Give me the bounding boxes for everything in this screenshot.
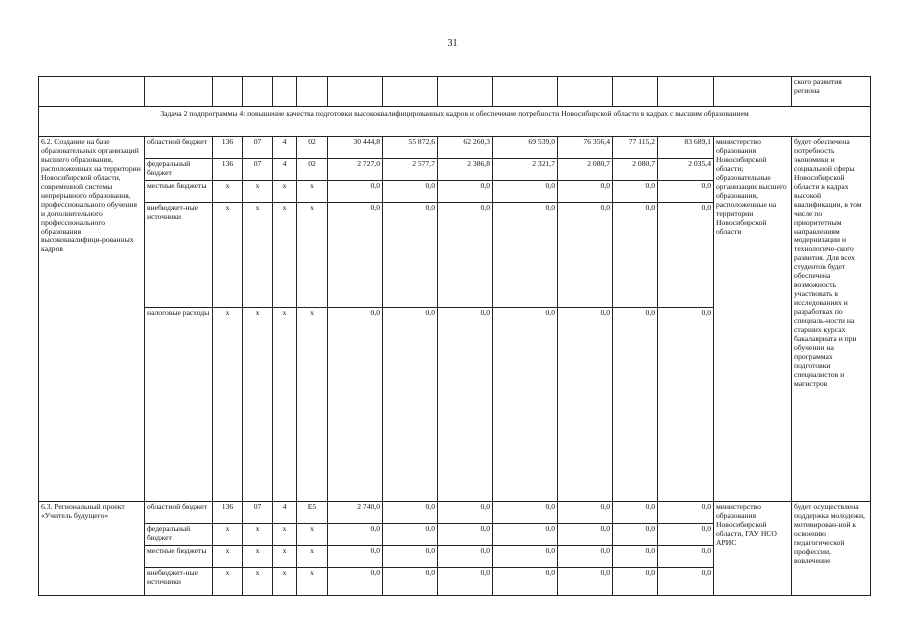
amount-v6: 0,0	[613, 502, 658, 524]
amount-v1: 2 727,0	[328, 159, 383, 181]
funding-source: областной бюджет	[145, 502, 213, 524]
continuation-row	[39, 77, 871, 107]
budget-code-pr: х	[273, 203, 297, 308]
budget-code-rz: х	[243, 203, 273, 308]
page-number: 31	[447, 38, 458, 49]
table-row	[39, 502, 871, 524]
expected-result: будет осуществлена поддержка молодежи, мотивирован-ной к освоению педагогической профессии, вовлечение	[792, 502, 871, 596]
amount-v2: 0,0	[383, 181, 438, 203]
amount-v5: 2 080,7	[558, 159, 613, 181]
funding-source: налоговые расходы	[145, 308, 213, 502]
amount-v2: 0,0	[383, 568, 438, 596]
amount-v2: 2 577,7	[383, 159, 438, 181]
amount-v6: 77 115,2	[613, 137, 658, 159]
amount-v3: 0,0	[438, 203, 493, 308]
amount-v7: 0,0	[658, 203, 714, 308]
amount-v5: 0,0	[558, 546, 613, 568]
budget-code-csr: х	[297, 308, 328, 502]
amount-v3: 2 386,8	[438, 159, 493, 181]
budget-code-csr: х	[297, 568, 328, 596]
amount-v1: 0,0	[328, 203, 383, 308]
amount-v4: 0,0	[493, 502, 558, 524]
amount-v1: 0,0	[328, 546, 383, 568]
amount-v7: 0,0	[658, 181, 714, 203]
budget-code-rz: 07	[243, 159, 273, 181]
budget-code-csr: х	[297, 181, 328, 203]
budget-code-csr: х	[297, 546, 328, 568]
amount-v1: 0,0	[328, 181, 383, 203]
budget-code-grbs: 136	[213, 137, 243, 159]
amount-v3: 0,0	[438, 524, 493, 546]
program-table	[38, 76, 871, 596]
amount-v4: 0,0	[493, 546, 558, 568]
amount-v3: 62 260,3	[438, 137, 493, 159]
funding-source: внебюджет-ные источники	[145, 568, 213, 596]
budget-code-grbs: х	[213, 546, 243, 568]
amount-v2: 0,0	[383, 546, 438, 568]
budget-code-pr: 4	[273, 159, 297, 181]
amount-v5: 0,0	[558, 502, 613, 524]
amount-v2: 0,0	[383, 308, 438, 502]
budget-code-grbs: х	[213, 181, 243, 203]
measure-name: 6.3. Региональный проект «Учитель будущего»	[39, 502, 145, 596]
budget-code-grbs: х	[213, 524, 243, 546]
table-row	[39, 137, 871, 159]
budget-code-csr: 02	[297, 137, 328, 159]
amount-v3: 0,0	[438, 181, 493, 203]
budget-code-rz: х	[243, 181, 273, 203]
expected-result: будет обеспечена потребность экономики и социальной сферы Новосибирской области в кадрах высокой квалификации, в том числе по приоритетным направлениям модернизации и технологиче-ского развития. Для всех студентов будет обеспечена возможность участвовать в исследованиях и разработках по специаль-ности на старших курсах бакалавриата и при обучении на программах подготовки специалистов и магистров	[792, 137, 871, 502]
budget-code-grbs: х	[213, 568, 243, 596]
amount-v4: 0,0	[493, 181, 558, 203]
budget-code-pr: 4	[273, 502, 297, 524]
funding-source: местные бюджеты	[145, 546, 213, 568]
amount-v4: 0,0	[493, 568, 558, 596]
amount-v6: 0,0	[613, 546, 658, 568]
amount-v7: 0,0	[658, 308, 714, 502]
budget-code-csr: х	[297, 203, 328, 308]
funding-source: областной бюджет	[145, 137, 213, 159]
budget-code-pr: х	[273, 568, 297, 596]
amount-v7: 0,0	[658, 524, 714, 546]
amount-v5: 0,0	[558, 203, 613, 308]
amount-v2: 0,0	[383, 203, 438, 308]
amount-v6: 2 080,7	[613, 159, 658, 181]
budget-code-rz: х	[243, 546, 273, 568]
amount-v2: 55 872,6	[383, 137, 438, 159]
task-heading: Задача 2 подпрограммы 4: повышение качества подготовки высококвалифицированных кадров и обеспечение потребности Новосибирской области в кадрах с высшим образованием	[39, 107, 871, 137]
budget-code-pr: х	[273, 308, 297, 502]
budget-code-rz: х	[243, 308, 273, 502]
amount-v3: 0,0	[438, 568, 493, 596]
amount-v6: 0,0	[613, 568, 658, 596]
funding-source: федеральный бюджет	[145, 159, 213, 181]
budget-code-grbs: 136	[213, 502, 243, 524]
amount-v5: 0,0	[558, 308, 613, 502]
amount-v4: 2 321,7	[493, 159, 558, 181]
amount-v7: 0,0	[658, 546, 714, 568]
amount-v1: 2 740,0	[328, 502, 383, 524]
budget-code-csr: 02	[297, 159, 328, 181]
amount-v4: 69 539,0	[493, 137, 558, 159]
budget-code-grbs: 136	[213, 159, 243, 181]
budget-code-rz: 07	[243, 137, 273, 159]
budget-code-csr: Е5	[297, 502, 328, 524]
amount-v6: 0,0	[613, 308, 658, 502]
amount-v1: 30 444,8	[328, 137, 383, 159]
amount-v1: 0,0	[328, 524, 383, 546]
amount-v2: 0,0	[383, 502, 438, 524]
amount-v2: 0,0	[383, 524, 438, 546]
amount-v5: 0,0	[558, 568, 613, 596]
executors: министерство образования Новосибирской области, ГАУ НСО АРИС	[714, 502, 792, 596]
amount-v7: 2 035,4	[658, 159, 714, 181]
budget-code-rz: 07	[243, 502, 273, 524]
funding-source: местные бюджеты	[145, 181, 213, 203]
funding-source: федеральный бюджет	[145, 524, 213, 546]
amount-v1: 0,0	[328, 308, 383, 502]
budget-code-pr: 4	[273, 137, 297, 159]
amount-v7: 0,0	[658, 568, 714, 596]
amount-v5: 0,0	[558, 524, 613, 546]
amount-v1: 0,0	[328, 568, 383, 596]
amount-v5: 0,0	[558, 181, 613, 203]
budget-code-pr: х	[273, 181, 297, 203]
budget-code-rz: х	[243, 568, 273, 596]
budget-code-csr: х	[297, 524, 328, 546]
budget-code-grbs: х	[213, 203, 243, 308]
amount-v5: 76 356,4	[558, 137, 613, 159]
amount-v7: 0,0	[658, 502, 714, 524]
budget-code-grbs: х	[213, 308, 243, 502]
amount-v3: 0,0	[438, 308, 493, 502]
task-heading-row	[39, 107, 871, 137]
amount-v6: 0,0	[613, 181, 658, 203]
amount-v4: 0,0	[493, 203, 558, 308]
budget-code-pr: х	[273, 546, 297, 568]
funding-source: внебюджет-ные источники	[145, 203, 213, 308]
budget-code-rz: х	[243, 524, 273, 546]
executors: министерство образования Новосибирской области; образовательные организации высшего образования, расположенные на территории Новосибирской области	[714, 137, 792, 502]
amount-v6: 0,0	[613, 203, 658, 308]
amount-v6: 0,0	[613, 524, 658, 546]
amount-v4: 0,0	[493, 524, 558, 546]
result-cell: ского развития региона	[792, 77, 871, 107]
amount-v7: 83 689,1	[658, 137, 714, 159]
amount-v3: 0,0	[438, 502, 493, 524]
measure-name: 6.2. Создание на базе образовательных организаций высшего образования, расположенных на территории Новосибирской области, современной системы непрерывного образования, профессионального обучения и дополнительного профессионального образования высококвалифици-рованных кадров	[39, 137, 145, 502]
amount-v4: 0,0	[493, 308, 558, 502]
amount-v3: 0,0	[438, 546, 493, 568]
budget-code-pr: х	[273, 524, 297, 546]
